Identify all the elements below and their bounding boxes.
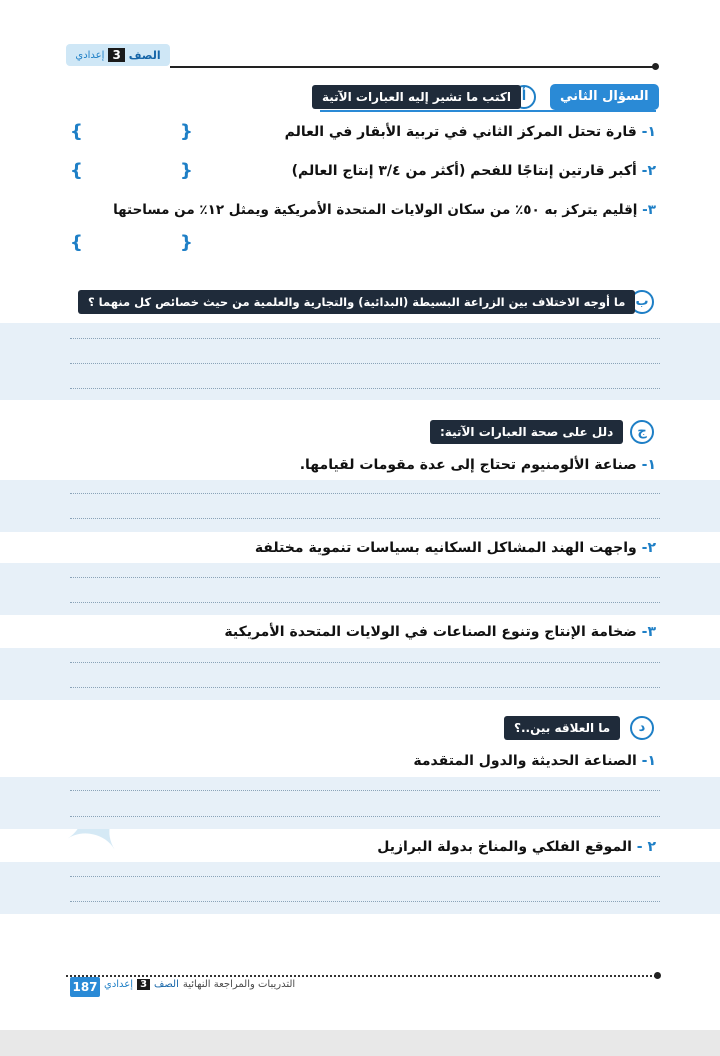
- header-grade-label: الصف: [128, 48, 161, 62]
- answer-line: [70, 687, 660, 688]
- section-c-instruction: دلل على صحة العبارات الآتية:: [430, 420, 623, 444]
- footer-grade-label: الصف: [154, 979, 179, 990]
- q2-underline: [320, 110, 656, 112]
- footer-title: [104, 979, 295, 990]
- answer-line: [70, 577, 660, 578]
- section-c-item-1: ١- صناعة الألومنيوم تحتاج إلى عدة مقومات لقيامها.: [299, 457, 656, 473]
- footer-grade-level: إعدادي: [104, 979, 134, 990]
- footer-grade-number: 3: [137, 979, 150, 990]
- answer-line: [70, 363, 660, 364]
- section-d-letter-badge: د: [630, 716, 654, 740]
- header-grade-number: 3: [108, 48, 124, 62]
- section-c-letter-badge: ج: [630, 420, 654, 444]
- answer-line: [70, 602, 660, 603]
- answer-brace-open: {: [70, 160, 83, 181]
- page-number: 187: [70, 977, 100, 997]
- answer-line: [70, 901, 660, 902]
- answer-area: [0, 480, 720, 532]
- section-a-letter-badge: أ: [512, 85, 536, 109]
- answer-area: [0, 648, 720, 700]
- answer-line: [70, 338, 660, 339]
- header-grade-level: إعدادي: [75, 49, 105, 61]
- footer-rule-dot-icon: [654, 972, 661, 979]
- section-b-letter-badge: ب: [630, 290, 654, 314]
- q2-tab: السؤال الثاني: [550, 84, 659, 110]
- answer-area: [0, 777, 720, 829]
- answer-line: [70, 816, 660, 817]
- section-d-item-1: ١- الصناعة الحديثة والدول المتقدمة: [413, 753, 656, 769]
- header-grade-badge: [66, 44, 170, 66]
- answer-line: [70, 876, 660, 877]
- section-b-instruction: ما أوجه الاختلاف بين الزراعة البسيطة (البدائية) والتجارية والعلمية من حيث خصائص كل منهما ؟: [78, 290, 635, 314]
- header-rule-dot-icon: [652, 63, 659, 70]
- scan-bottom-strip: [0, 1030, 720, 1056]
- footer-book-title: التدريبات والمراجعة النهائية: [182, 979, 296, 990]
- section-a-instruction: اكتب ما تشير إليه العبارات الآتية: [312, 85, 521, 109]
- section-c-item-2: ٢- واجهت الهند المشاكل السكانيه بسياسات تنموية مختلفة: [254, 540, 656, 556]
- header-rule: [170, 66, 656, 68]
- answer-brace-open: {: [70, 232, 83, 253]
- answer-line: [70, 662, 660, 663]
- answer-brace-close: }: [180, 121, 193, 142]
- answer-brace-open: {: [70, 121, 83, 142]
- answer-area: [0, 862, 720, 914]
- answer-line: [70, 493, 660, 494]
- section-a-item-2: ٢- أكبر قارتين إنتاجًا للفحم (أكثر من ٣/٤ إنتاج العالم): [291, 163, 656, 179]
- answer-line: [70, 518, 660, 519]
- answer-area: [0, 563, 720, 615]
- answer-brace-close: }: [180, 160, 193, 181]
- answer-line: [70, 790, 660, 791]
- section-d-instruction: ما العلاقه بين..؟: [504, 716, 620, 740]
- section-a-item-1: ١- قارة تحتل المركز الثاني في تربية الأبقار في العالم: [284, 124, 656, 140]
- section-c-item-3: ٣- ضخامة الإنتاج وتنوع الصناعات في الولايات المتحدة الأمريكية: [224, 624, 656, 640]
- answer-line: [70, 388, 660, 389]
- answer-brace-close: }: [180, 232, 193, 253]
- section-a-item-3: ٣- إقليم يتركز به ٥٠٪ من سكان الولايات المتحدة الأمريكية ويمثل ١٢٪ من مساحتها: [113, 202, 656, 218]
- footer-rule: [66, 975, 656, 977]
- section-d-item-2: ٢ - الموقع الفلكي والمناخ بدولة البرازيل: [377, 839, 656, 855]
